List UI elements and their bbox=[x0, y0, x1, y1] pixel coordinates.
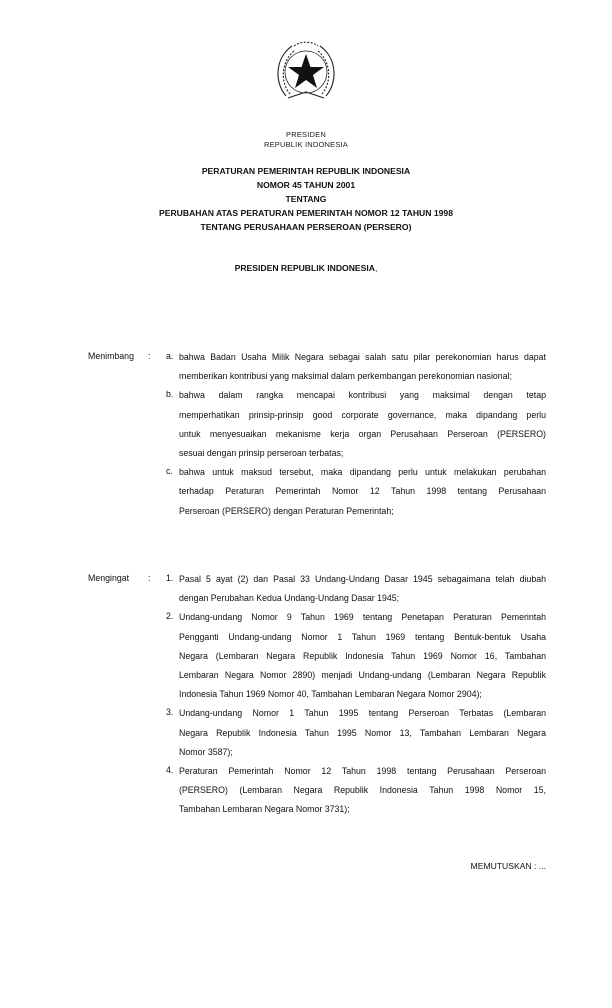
item-text-line: (PERSERO) (Lembaran Negara Republik Indonesia Tahun 1998 Nomor 15, bbox=[179, 785, 546, 796]
issuer-heading bbox=[0, 263, 612, 273]
item-marker: 2. bbox=[166, 611, 174, 622]
item-text-line: bahwa Badan Usaha Milik Negara sebagai salah satu pilar perekonomian harus dapat bbox=[179, 352, 546, 362]
item-text-line: Perseroan (PERSERO) dengan Peraturan Pemerintah; bbox=[179, 505, 394, 516]
item-text-line: Undang-undang Nomor 9 Tahun 1969 tentang Penetapan Peraturan Pemerintah bbox=[179, 612, 546, 623]
item-text-line: Tambahan Lembaran Negara Nomor 3731); bbox=[179, 804, 350, 815]
item-text-line: terhadap Peraturan Pemerintah Nomor 12 Tahun 1998 tentang Perusahaan bbox=[179, 486, 546, 497]
section-label: Mengingat bbox=[88, 573, 130, 583]
section-colon: : bbox=[148, 573, 151, 583]
issuer-suffix: , bbox=[375, 263, 378, 273]
section-colon: : bbox=[148, 351, 151, 361]
emblem-label-republik: REPUBLIK INDONESIA bbox=[263, 140, 349, 149]
item-text-line: Nomor 3587); bbox=[179, 746, 233, 757]
item-text-line: Negara (Lembaran Negara Republik Indonesia Tahun 1969 Nomor 16, Tambahan bbox=[179, 650, 546, 661]
item-text-line: memperhatikan prinsip-prinsip good corporate governance, maka dipandang perlu bbox=[179, 409, 546, 420]
title-line-1: PERATURAN PEMERINTAH REPUBLIK INDONESIA bbox=[201, 166, 411, 176]
mengingat-item bbox=[166, 765, 546, 823]
menimbang-item bbox=[166, 351, 546, 389]
item-marker: b. bbox=[166, 389, 174, 400]
issuer-text: PRESIDEN REPUBLIK INDONESIA bbox=[234, 263, 375, 273]
mengingat-item bbox=[166, 611, 546, 707]
title-line-4: PERUBAHAN ATAS PERATURAN PEMERINTAH NOMOR 12 TAHUN 1998 bbox=[159, 208, 453, 218]
item-text-line: Indonesia Tahun 1969 Nomor 40, Tambahan Lembaran Negara Nomor 2904); bbox=[179, 689, 482, 700]
section-label: Menimbang bbox=[88, 351, 134, 361]
item-text-line: Peraturan Pemerintah Nomor 12 Tahun 1998 tentang Perusahaan Perseroan bbox=[179, 766, 546, 776]
title-line-3: TENTANG bbox=[285, 194, 327, 204]
item-text-line: Pengganti Undang-undang Nomor 1 Tahun 1969 tentang Bentuk-bentuk Usaha bbox=[179, 631, 546, 642]
menimbang-item bbox=[166, 466, 546, 524]
item-text-line: Pasal 5 ayat (2) dan Pasal 33 Undang-Undang Dasar 1945 sebagaimana telah diubah bbox=[179, 574, 546, 584]
item-text-line: untuk menyesuaikan mekanisme kerja organ Perusahaan Perseroan (PERSERO) bbox=[179, 428, 546, 439]
garuda-star-emblem bbox=[272, 38, 340, 104]
item-marker: 4. bbox=[166, 765, 174, 775]
item-text-line: bahwa dalam rangka mencapai kontribusi yang maksimal dengan tetap bbox=[179, 390, 546, 401]
item-text-line: sesuai dengan prinsip perseroan terbatas; bbox=[179, 447, 344, 458]
item-text-line: Undang-undang Nomor 1 Tahun 1995 tentang Perseroan Terbatas (Lembaran bbox=[179, 708, 546, 719]
mengingat-item bbox=[166, 707, 546, 765]
item-text-line: Lembaran Negara Nomor 2890) menjadi Undang-undang (Lembaran Negara Republik bbox=[179, 669, 546, 680]
item-text-line: dengan Perubahan Kedua Undang-Undang Dasar 1945; bbox=[179, 593, 400, 604]
item-text-line: bahwa untuk maksud tersebut, maka dipandang perlu untuk melakukan perubahan bbox=[179, 467, 546, 478]
emblem-label-presiden: PRESIDEN bbox=[286, 130, 326, 139]
title-line-2: NOMOR 45 TAHUN 2001 bbox=[256, 180, 356, 190]
closing-text: MEMUTUSKAN : ... bbox=[470, 861, 546, 871]
item-text-line: Negara Republik Indonesia Tahun 1995 Nomor 13, Tambahan Lembaran Negara bbox=[179, 727, 546, 738]
menimbang-item bbox=[166, 389, 546, 466]
item-marker: 1. bbox=[166, 573, 174, 583]
title-line-5: TENTANG PERUSAHAAN PERSEROAN (PERSERO) bbox=[200, 222, 412, 232]
item-text-line: memberikan kontribusi yang maksimal dalam perkembangan perekonomian nasional; bbox=[179, 371, 512, 382]
mengingat-item bbox=[166, 573, 546, 611]
item-marker: a. bbox=[166, 351, 174, 361]
item-marker: 3. bbox=[166, 707, 174, 718]
item-marker: c. bbox=[166, 466, 173, 477]
